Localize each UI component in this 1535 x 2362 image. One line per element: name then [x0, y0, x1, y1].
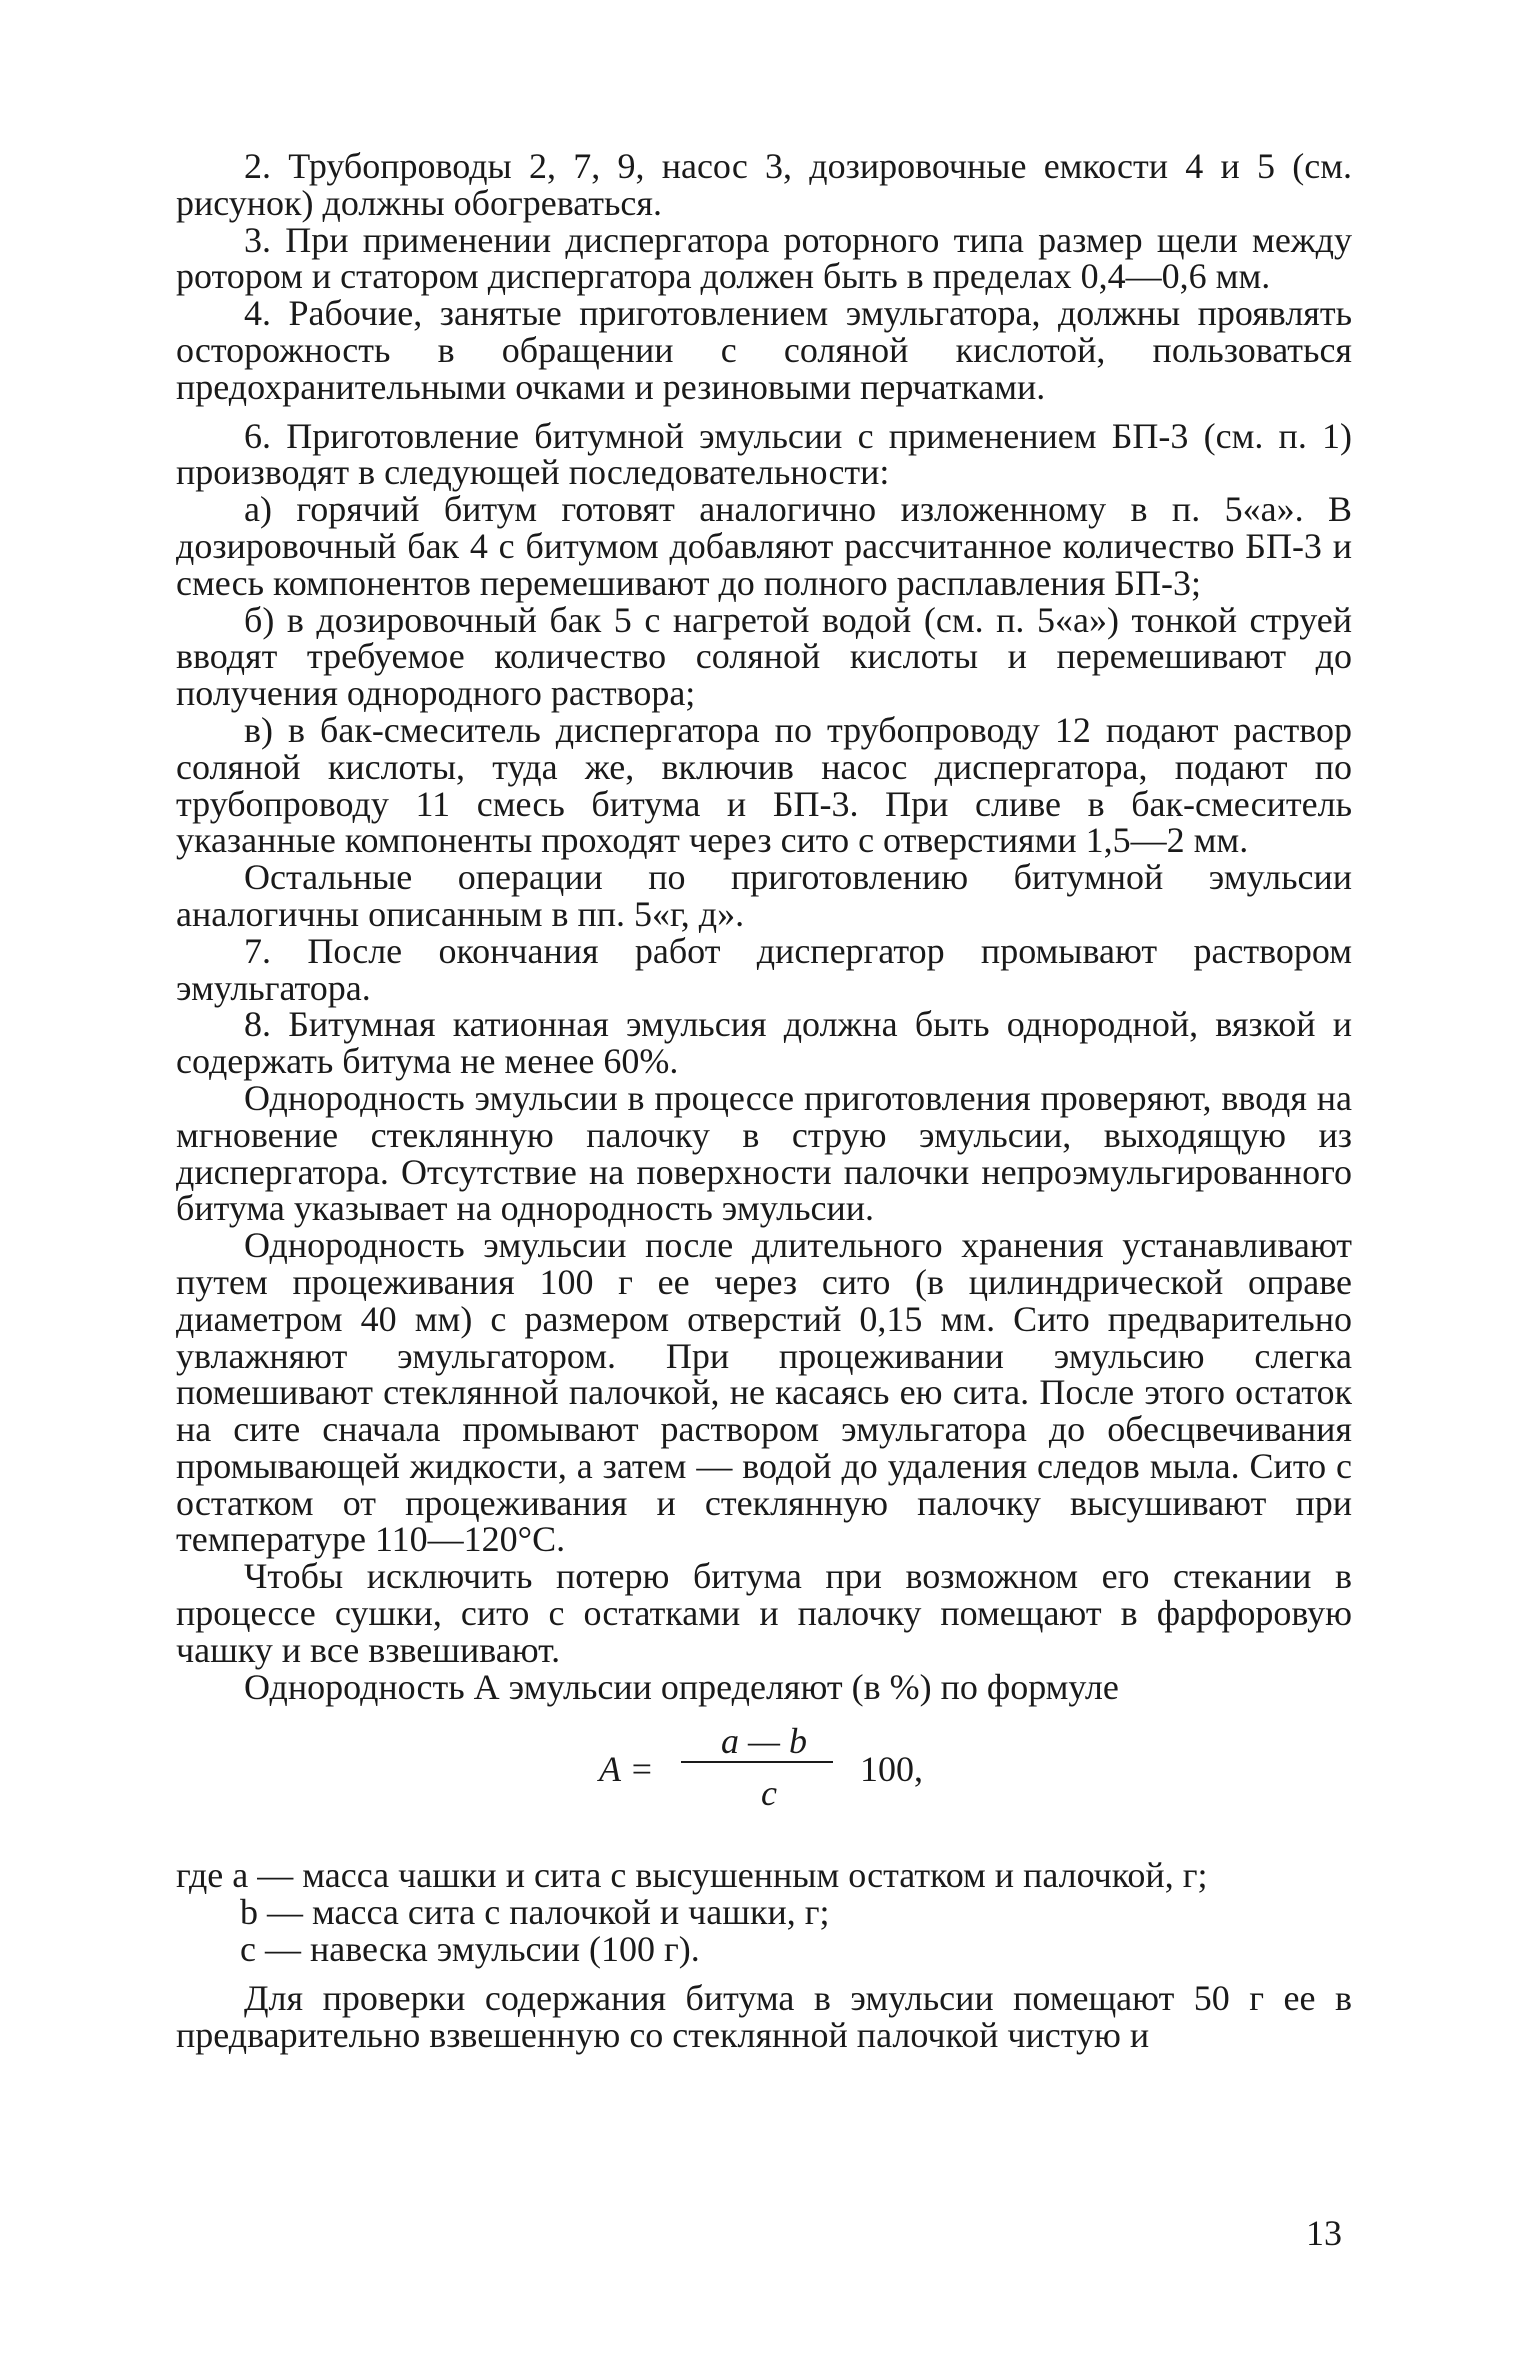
formula-numerator: a — b: [721, 1721, 808, 1762]
where-b-definition: b — масса сита с палочкой и чашки, г;: [240, 1892, 830, 1933]
storage-homogeneity-paragraph: Однородность эмульсии после длительного хранения устанавливают путем процеживания 100 г ее через сито (в цилиндрической оправе диаметром 40 мм) с размером отверстий 0,15 мм. Сито предварительно увлажняют эмульгатором. При процеживании эмульсию слегка помешивают стеклянной палочкой, не касаясь ею сита. После этого остаток на сите сначала промывают раствором эмульгатора до обесцвечивания промывающей жидкости, а затем — водой до удаления следов мыла. Сито с остатком от процеживания и стеклянную палочку высушивают при температуре 110—120°С.: [176, 1225, 1352, 1560]
item-4-paragraph: 4. Рабочие, занятые приготовлением эмульгатора, должны проявлять осторожность в обращении с соляной кислотой, пользоваться предохранительными очками и резиновыми перчатками.: [176, 293, 1352, 407]
section-6-step-b: б) в дозировочный бак 5 с нагретой водой (см. п. 5«а») тонкой струей вводят требуемое количество соляной кислоты и перемешивают до получения однородного раствора;: [176, 599, 1352, 714]
section-6-step-v: в) в бак-смеситель диспергатора по трубопроводу 12 подают раствор соляной кислоты, туда же, включив насос диспергатора, подают по трубопроводу 11 смесь битума и БП-3. При сливе в бак-смеситель указанные компоненты проходят через сито с отверстиями 1,5—2 мм.: [176, 709, 1352, 861]
section-6-step-a: а) горячий битум готовят аналогично изложенному в п. 5«а». В дозировочный бак 4 с битумом добавляют рассчитанное количество БП-3 и смесь компонентов перемешивают до полного расплавления БП-3;: [176, 489, 1352, 603]
item-7-paragraph: 7. После окончания работ диспергатор промывают раствором эмульгатора.: [176, 930, 1352, 1008]
item-8-paragraph: 8. Битумная катионная эмульсия должна быть однородной, вязкой и содержать битума не менее 60%.: [176, 1004, 1352, 1082]
homogeneity-formula: [176, 1723, 1352, 1843]
item-3-paragraph: 3. При применении диспергатора роторного типа размер щели между ротором и статором диспергатора должен быть в пределах 0,4—0,6 мм.: [176, 219, 1352, 297]
fraction-bar: [681, 1761, 833, 1763]
where-c-definition: c — навеска эмульсии (100 г).: [240, 1929, 700, 1970]
homogeneity-check-paragraph: Однородность эмульсии в процессе приготовления проверяют, вводя на мгновение стеклянную палочку в струю эмульсии, выходящую из диспергатора. Отсутствие на поверхности палочки непроэмульгированного битума указывает на однородность эмульсии.: [176, 1077, 1352, 1229]
drying-paragraph: Чтобы исключить потерю битума при возможном его стекании в процессе сушки, сито с остатками и палочку помещают в фарфоровую чашку и все взвешивают.: [176, 1556, 1352, 1670]
formula-multiplier: 100,: [860, 1749, 923, 1790]
final-paragraph: Для проверки содержания битума в эмульсии помещают 50 г ее в предварительно взвешенную со стеклянной палочкой чистую и: [176, 1977, 1352, 2055]
page-number: 13: [1306, 2213, 1342, 2253]
formula-lhs: A =: [599, 1749, 654, 1790]
section-6-rest: Остальные операции по приготовлению битумной эмульсии аналогичны описанным в пп. 5«г, д».: [176, 857, 1352, 934]
document-page: [176, 148, 1352, 2053]
section-6-intro: 6. Приготовление битумной эмульсии с применением БП-3 (см. п. 1) производят в следующей последовательности:: [176, 415, 1352, 493]
formula-intro: Однородность А эмульсии определяют (в %) по формуле: [244, 1666, 1119, 1707]
where-a-definition: где a — масса чашки и сита с высушенным остатком и палочкой, г;: [176, 1855, 1208, 1896]
item-2-paragraph: 2. Трубопроводы 2, 7, 9, насос 3, дозировочные емкости 4 и 5 (см. рисунок) должны обогреваться.: [176, 146, 1352, 223]
formula-denominator: c: [761, 1773, 777, 1814]
